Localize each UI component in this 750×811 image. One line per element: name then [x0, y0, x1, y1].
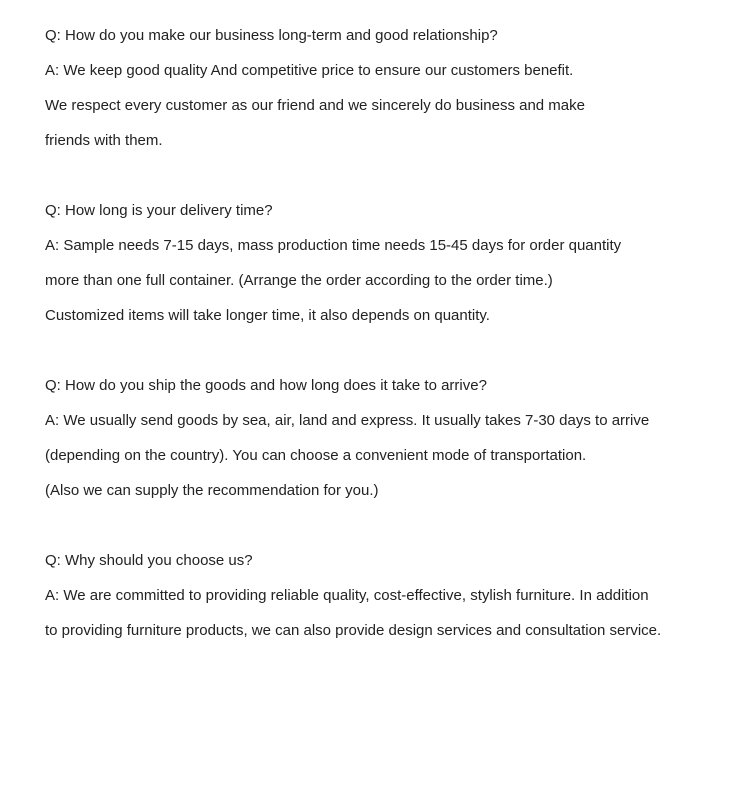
- faq-section: [45, 18, 745, 683]
- faq-item-relationship: [45, 18, 745, 158]
- faq-answer-line: (depending on the country). You can choose a convenient mode of transportation.: [45, 447, 587, 464]
- faq-answer-line: A: Sample needs 7-15 days, mass production time needs 15-45 days for order quantity: [45, 237, 622, 254]
- faq-answer-line: (Also we can supply the recommendation for you.): [45, 482, 379, 499]
- faq-answer-line: A: We usually send goods by sea, air, land and express. It usually takes 7-30 days to arrive: [45, 412, 650, 429]
- faq-answer-line: A: We are committed to providing reliable quality, cost-effective, stylish furniture. In addition: [45, 587, 649, 604]
- faq-answer-line: friends with them.: [45, 132, 163, 149]
- faq-item-delivery-time: [45, 193, 745, 333]
- faq-answer-line: We respect every customer as our friend and we sincerely do business and make: [45, 97, 585, 114]
- faq-question: Q: How long is your delivery time?: [45, 202, 273, 219]
- faq-question: Q: Why should you choose us?: [45, 552, 253, 569]
- faq-answer-line: Customized items will take longer time, it also depends on quantity.: [45, 307, 490, 324]
- faq-item-why-choose-us: [45, 543, 745, 648]
- faq-answer-line: to providing furniture products, we can also provide design services and consultation service.: [45, 622, 662, 639]
- faq-item-shipping: [45, 368, 745, 508]
- faq-question: Q: How do you make our business long-term and good relationship?: [45, 27, 498, 44]
- faq-answer-line: A: We keep good quality And competitive price to ensure our customers benefit.: [45, 62, 574, 79]
- faq-question: Q: How do you ship the goods and how long does it take to arrive?: [45, 377, 487, 394]
- faq-answer-line: more than one full container. (Arrange the order according to the order time.): [45, 272, 553, 289]
